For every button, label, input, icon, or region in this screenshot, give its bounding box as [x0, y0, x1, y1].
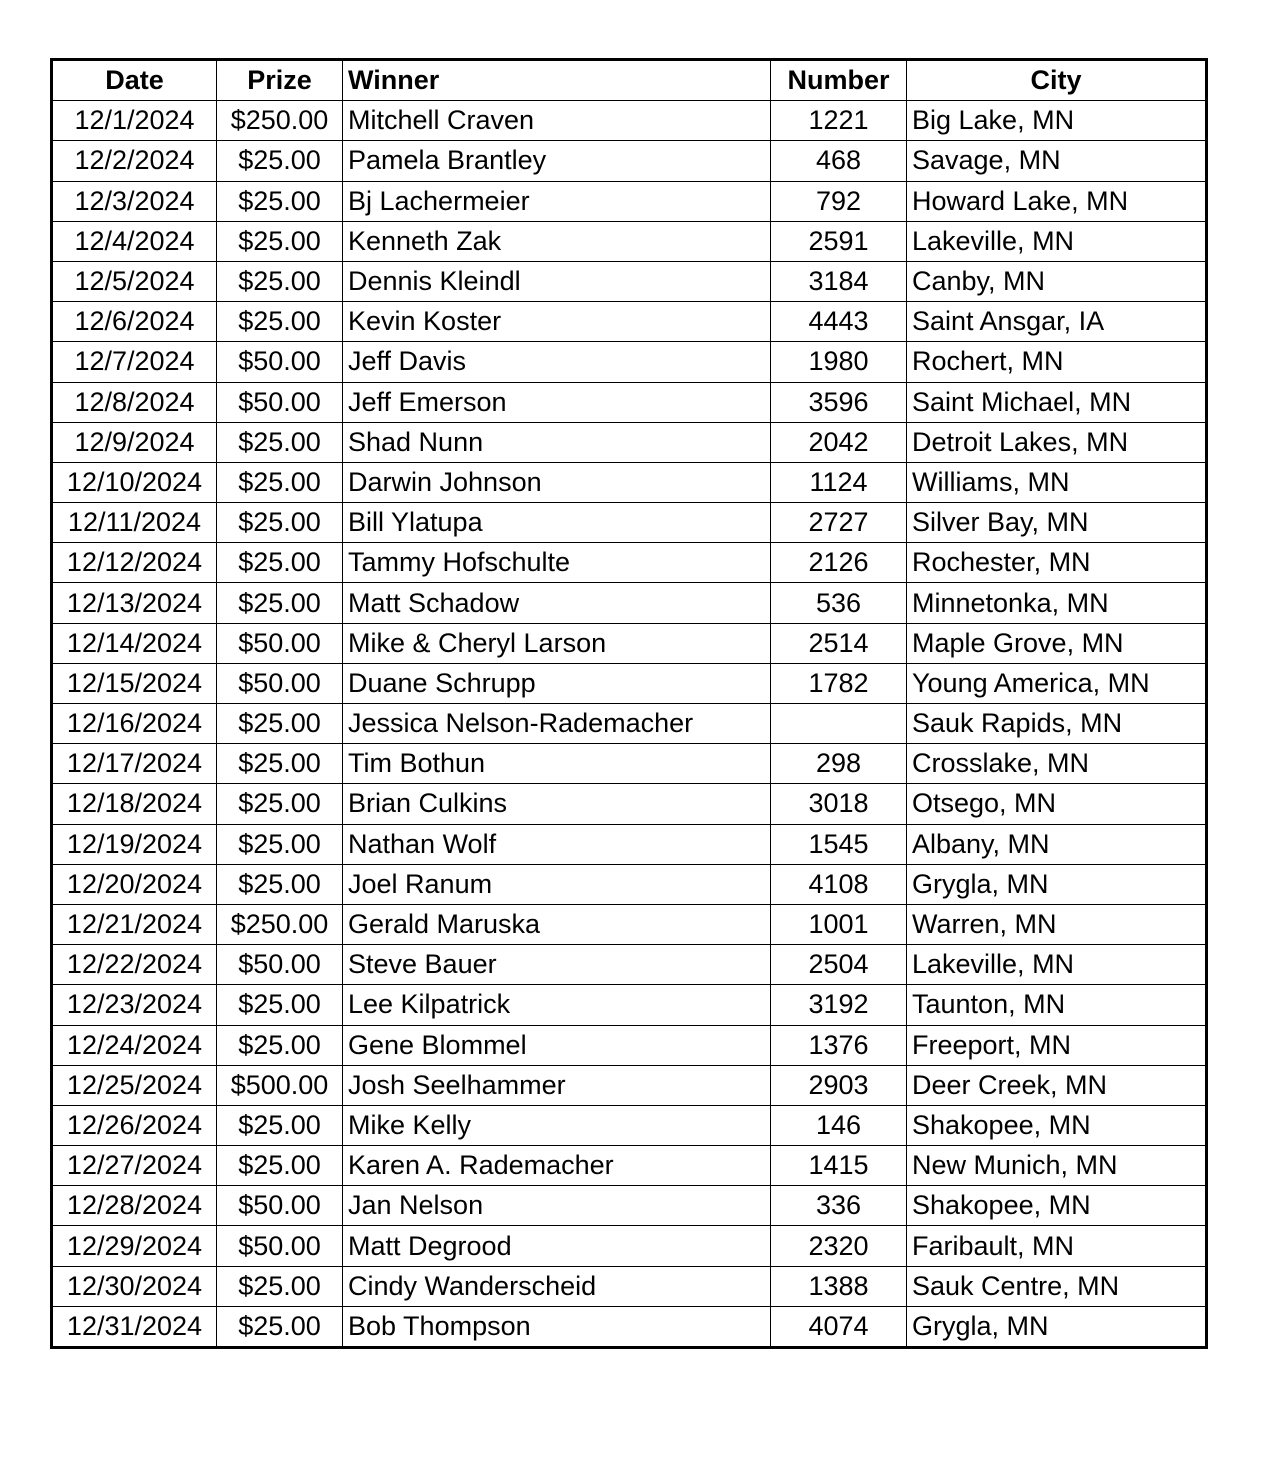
cell-city: Canby, MN — [907, 261, 1207, 301]
cell-winner: Jessica Nelson-Rademacher — [343, 704, 771, 744]
table-row — [52, 1105, 1207, 1145]
table-row — [52, 1226, 1207, 1266]
cell-prize: $25.00 — [217, 1306, 343, 1347]
cell-number: 1388 — [771, 1266, 907, 1306]
cell-number: 3192 — [771, 985, 907, 1025]
cell-winner: Cindy Wanderscheid — [343, 1266, 771, 1306]
cell-number: 2903 — [771, 1065, 907, 1105]
cell-date: 12/16/2024 — [52, 704, 217, 744]
cell-city: Howard Lake, MN — [907, 181, 1207, 221]
cell-prize: $50.00 — [217, 663, 343, 703]
cell-winner: Jeff Davis — [343, 342, 771, 382]
cell-city: Maple Grove, MN — [907, 623, 1207, 663]
cell-city: Saint Ansgar, IA — [907, 302, 1207, 342]
cell-date: 12/8/2024 — [52, 382, 217, 422]
cell-city: Big Lake, MN — [907, 101, 1207, 141]
cell-winner: Mitchell Craven — [343, 101, 771, 141]
cell-number: 3184 — [771, 261, 907, 301]
cell-winner: Darwin Johnson — [343, 462, 771, 502]
table-row — [52, 181, 1207, 221]
table-row — [52, 864, 1207, 904]
cell-prize: $25.00 — [217, 704, 343, 744]
table-row — [52, 824, 1207, 864]
cell-date: 12/5/2024 — [52, 261, 217, 301]
cell-prize: $25.00 — [217, 583, 343, 623]
cell-date: 12/6/2024 — [52, 302, 217, 342]
cell-city: Warren, MN — [907, 904, 1207, 944]
cell-number: 336 — [771, 1186, 907, 1226]
cell-date: 12/30/2024 — [52, 1266, 217, 1306]
cell-winner: Mike Kelly — [343, 1105, 771, 1145]
cell-number: 1545 — [771, 824, 907, 864]
cell-prize: $25.00 — [217, 141, 343, 181]
cell-prize: $500.00 — [217, 1065, 343, 1105]
cell-number: 2514 — [771, 623, 907, 663]
table-row — [52, 623, 1207, 663]
cell-winner: Brian Culkins — [343, 784, 771, 824]
cell-date: 12/4/2024 — [52, 221, 217, 261]
cell-number: 146 — [771, 1105, 907, 1145]
cell-prize: $50.00 — [217, 945, 343, 985]
cell-winner: Jeff Emerson — [343, 382, 771, 422]
table-row — [52, 302, 1207, 342]
cell-prize: $250.00 — [217, 101, 343, 141]
header-winner: Winner — [343, 60, 771, 101]
cell-winner: Shad Nunn — [343, 422, 771, 462]
cell-date: 12/3/2024 — [52, 181, 217, 221]
cell-prize: $25.00 — [217, 1146, 343, 1186]
table-row — [52, 704, 1207, 744]
table-body — [52, 101, 1207, 1348]
cell-date: 12/1/2024 — [52, 101, 217, 141]
winners-table — [50, 58, 1208, 1349]
cell-winner: Josh Seelhammer — [343, 1065, 771, 1105]
cell-date: 12/18/2024 — [52, 784, 217, 824]
cell-number: 2504 — [771, 945, 907, 985]
cell-date: 12/14/2024 — [52, 623, 217, 663]
table-row — [52, 1266, 1207, 1306]
cell-prize: $250.00 — [217, 904, 343, 944]
cell-number: 1980 — [771, 342, 907, 382]
cell-number: 2591 — [771, 221, 907, 261]
cell-prize: $50.00 — [217, 342, 343, 382]
cell-winner: Gene Blommel — [343, 1025, 771, 1065]
cell-date: 12/17/2024 — [52, 744, 217, 784]
cell-city: Shakopee, MN — [907, 1105, 1207, 1145]
cell-winner: Pamela Brantley — [343, 141, 771, 181]
cell-winner: Mike & Cheryl Larson — [343, 623, 771, 663]
cell-prize: $25.00 — [217, 422, 343, 462]
table-row — [52, 784, 1207, 824]
cell-city: Savage, MN — [907, 141, 1207, 181]
cell-prize: $50.00 — [217, 382, 343, 422]
cell-number: 3596 — [771, 382, 907, 422]
cell-prize: $25.00 — [217, 744, 343, 784]
cell-winner: Kenneth Zak — [343, 221, 771, 261]
cell-number: 1221 — [771, 101, 907, 141]
cell-date: 12/7/2024 — [52, 342, 217, 382]
cell-winner: Jan Nelson — [343, 1186, 771, 1226]
table-row — [52, 543, 1207, 583]
cell-date: 12/24/2024 — [52, 1025, 217, 1065]
table-row — [52, 101, 1207, 141]
cell-city: Williams, MN — [907, 462, 1207, 502]
cell-number: 1415 — [771, 1146, 907, 1186]
table-row — [52, 583, 1207, 623]
table-row — [52, 744, 1207, 784]
cell-date: 12/2/2024 — [52, 141, 217, 181]
cell-date: 12/29/2024 — [52, 1226, 217, 1266]
cell-prize: $25.00 — [217, 462, 343, 502]
cell-number: 1782 — [771, 663, 907, 703]
cell-prize: $50.00 — [217, 623, 343, 663]
cell-city: Shakopee, MN — [907, 1186, 1207, 1226]
cell-date: 12/13/2024 — [52, 583, 217, 623]
cell-winner: Matt Schadow — [343, 583, 771, 623]
table-row — [52, 141, 1207, 181]
cell-number: 1001 — [771, 904, 907, 944]
cell-city: Minnetonka, MN — [907, 583, 1207, 623]
cell-date: 12/20/2024 — [52, 864, 217, 904]
table-row — [52, 1146, 1207, 1186]
cell-winner: Tammy Hofschulte — [343, 543, 771, 583]
cell-winner: Kevin Koster — [343, 302, 771, 342]
cell-winner: Matt Degrood — [343, 1226, 771, 1266]
cell-city: Rochert, MN — [907, 342, 1207, 382]
table-row — [52, 462, 1207, 502]
cell-date: 12/21/2024 — [52, 904, 217, 944]
cell-date: 12/22/2024 — [52, 945, 217, 985]
cell-prize: $25.00 — [217, 543, 343, 583]
cell-city: Grygla, MN — [907, 864, 1207, 904]
cell-number: 1124 — [771, 462, 907, 502]
cell-city: Detroit Lakes, MN — [907, 422, 1207, 462]
cell-winner: Karen A. Rademacher — [343, 1146, 771, 1186]
cell-city: Otsego, MN — [907, 784, 1207, 824]
cell-city: Lakeville, MN — [907, 221, 1207, 261]
header-number: Number — [771, 60, 907, 101]
cell-prize: $25.00 — [217, 503, 343, 543]
cell-number: 3018 — [771, 784, 907, 824]
cell-number: 2126 — [771, 543, 907, 583]
cell-date: 12/12/2024 — [52, 543, 217, 583]
cell-number: 4108 — [771, 864, 907, 904]
table-row — [52, 221, 1207, 261]
cell-prize: $25.00 — [217, 1266, 343, 1306]
cell-number — [771, 704, 907, 744]
cell-date: 12/19/2024 — [52, 824, 217, 864]
cell-prize: $25.00 — [217, 1105, 343, 1145]
cell-date: 12/25/2024 — [52, 1065, 217, 1105]
cell-number: 2320 — [771, 1226, 907, 1266]
cell-prize: $50.00 — [217, 1226, 343, 1266]
cell-date: 12/11/2024 — [52, 503, 217, 543]
cell-date: 12/26/2024 — [52, 1105, 217, 1145]
cell-winner: Tim Bothun — [343, 744, 771, 784]
cell-city: Deer Creek, MN — [907, 1065, 1207, 1105]
table-row — [52, 342, 1207, 382]
cell-city: Sauk Rapids, MN — [907, 704, 1207, 744]
cell-city: Freeport, MN — [907, 1025, 1207, 1065]
header-prize: Prize — [217, 60, 343, 101]
cell-city: Sauk Centre, MN — [907, 1266, 1207, 1306]
table-row — [52, 1025, 1207, 1065]
cell-winner: Joel Ranum — [343, 864, 771, 904]
cell-number: 4074 — [771, 1306, 907, 1347]
table-row — [52, 904, 1207, 944]
cell-city: Young America, MN — [907, 663, 1207, 703]
cell-prize: $25.00 — [217, 824, 343, 864]
cell-prize: $25.00 — [217, 181, 343, 221]
cell-city: Saint Michael, MN — [907, 382, 1207, 422]
cell-date: 12/27/2024 — [52, 1146, 217, 1186]
table-row — [52, 503, 1207, 543]
cell-winner: Duane Schrupp — [343, 663, 771, 703]
cell-city: New Munich, MN — [907, 1146, 1207, 1186]
cell-date: 12/15/2024 — [52, 663, 217, 703]
cell-city: Lakeville, MN — [907, 945, 1207, 985]
cell-city: Grygla, MN — [907, 1306, 1207, 1347]
cell-number: 1376 — [771, 1025, 907, 1065]
cell-number: 298 — [771, 744, 907, 784]
cell-prize: $25.00 — [217, 302, 343, 342]
cell-prize: $25.00 — [217, 985, 343, 1025]
cell-winner: Bill Ylatupa — [343, 503, 771, 543]
cell-city: Rochester, MN — [907, 543, 1207, 583]
cell-winner: Nathan Wolf — [343, 824, 771, 864]
cell-city: Faribault, MN — [907, 1226, 1207, 1266]
cell-winner: Bj Lachermeier — [343, 181, 771, 221]
cell-number: 792 — [771, 181, 907, 221]
cell-winner: Bob Thompson — [343, 1306, 771, 1347]
table-row — [52, 261, 1207, 301]
cell-number: 4443 — [771, 302, 907, 342]
cell-winner: Dennis Kleindl — [343, 261, 771, 301]
cell-prize: $25.00 — [217, 864, 343, 904]
table-row — [52, 1186, 1207, 1226]
cell-number: 2042 — [771, 422, 907, 462]
cell-winner: Steve Bauer — [343, 945, 771, 985]
cell-winner: Lee Kilpatrick — [343, 985, 771, 1025]
cell-city: Crosslake, MN — [907, 744, 1207, 784]
cell-city: Taunton, MN — [907, 985, 1207, 1025]
cell-prize: $50.00 — [217, 1186, 343, 1226]
cell-prize: $25.00 — [217, 261, 343, 301]
cell-city: Silver Bay, MN — [907, 503, 1207, 543]
cell-prize: $25.00 — [217, 1025, 343, 1065]
cell-date: 12/28/2024 — [52, 1186, 217, 1226]
cell-prize: $25.00 — [217, 221, 343, 261]
table-row — [52, 985, 1207, 1025]
table-row — [52, 382, 1207, 422]
header-city: City — [907, 60, 1207, 101]
cell-number: 536 — [771, 583, 907, 623]
cell-number: 468 — [771, 141, 907, 181]
cell-date: 12/31/2024 — [52, 1306, 217, 1347]
cell-date: 12/9/2024 — [52, 422, 217, 462]
cell-city: Albany, MN — [907, 824, 1207, 864]
cell-number: 2727 — [771, 503, 907, 543]
cell-date: 12/10/2024 — [52, 462, 217, 502]
table-row — [52, 1065, 1207, 1105]
header-row — [52, 60, 1207, 101]
cell-prize: $25.00 — [217, 784, 343, 824]
table-row — [52, 663, 1207, 703]
cell-date: 12/23/2024 — [52, 985, 217, 1025]
table-row — [52, 945, 1207, 985]
header-date: Date — [52, 60, 217, 101]
table-row — [52, 1306, 1207, 1347]
cell-winner: Gerald Maruska — [343, 904, 771, 944]
table-row — [52, 422, 1207, 462]
